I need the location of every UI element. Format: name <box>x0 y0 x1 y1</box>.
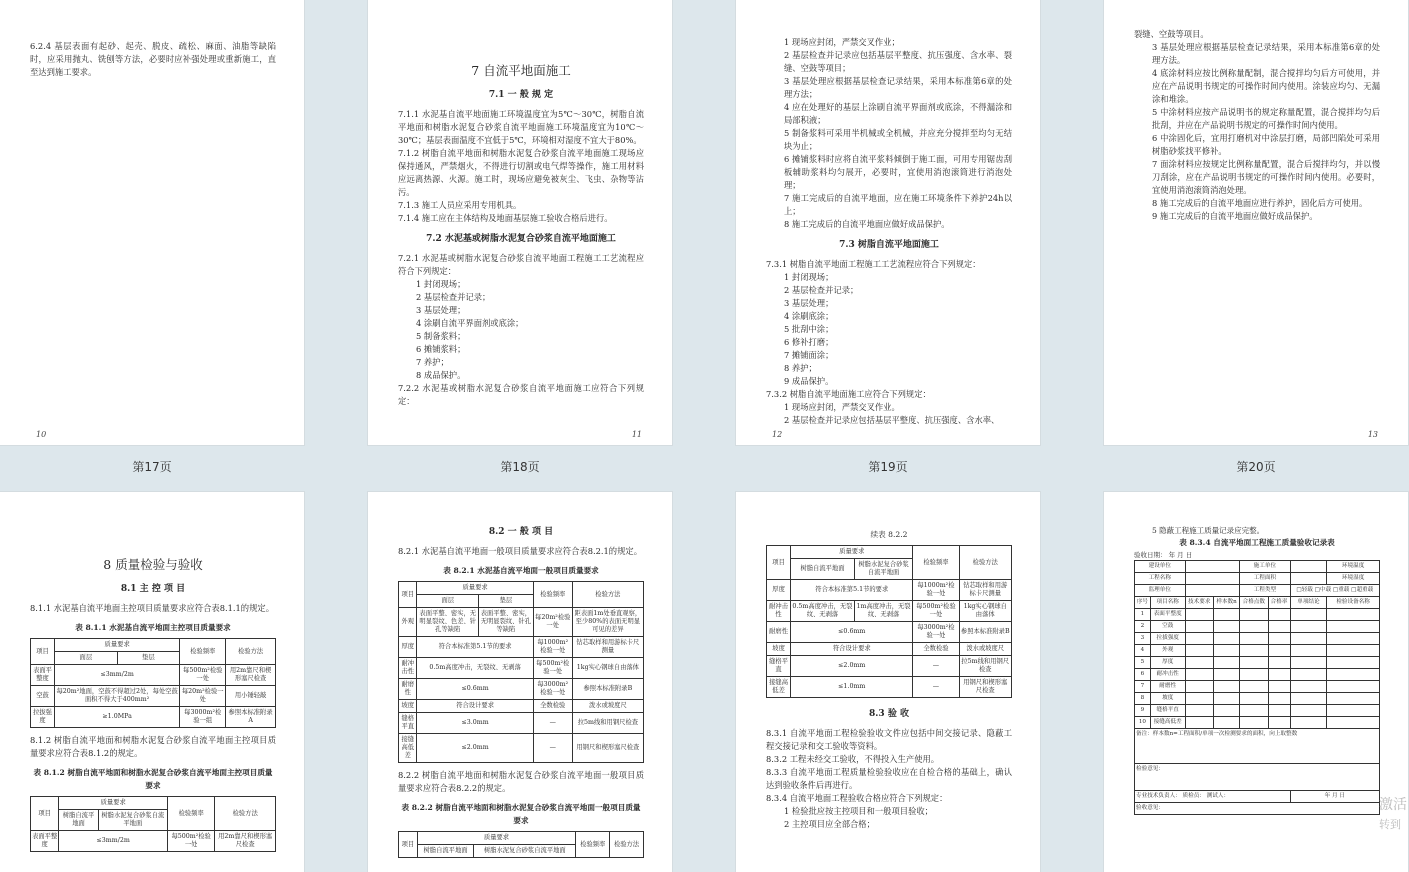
list-item: 7 养护； <box>416 357 449 367</box>
cell: 接缝高低差 <box>399 734 417 763</box>
cell: 工程名称 <box>1135 573 1186 585</box>
table-header: 检验方法 <box>572 582 643 608</box>
table-row <box>399 700 644 713</box>
table-header: 检验频率 <box>168 797 215 831</box>
acceptance-opinion: 验收意见： <box>1135 803 1380 815</box>
cell: 泼水或坡度尺 <box>572 700 643 713</box>
cell: 符合本标准第5.1节的要求 <box>791 580 913 601</box>
table-header: 项目 <box>767 546 791 580</box>
table-header: 样本数n <box>1213 597 1239 609</box>
cell: ≤3.0mm <box>417 713 533 734</box>
para: 8.3.3 自流平地面工程质量检验验收应在自检合格的基础上，确认达到验收条件后再进行。 <box>766 767 1012 790</box>
table-row <box>31 707 276 728</box>
chapter-title: 8 质量检验与验收 <box>103 557 203 572</box>
cell: 拉拔强度 <box>31 707 55 728</box>
table-header: 质量要求 <box>55 639 180 652</box>
cell: 缝格平直 <box>1150 705 1185 717</box>
cell: 环境湿度 <box>1327 573 1380 585</box>
table-header: 检验频率 <box>180 639 226 665</box>
cell: 用2m靠尺和楔形塞尺检查 <box>215 831 276 852</box>
table-header: 树脂水泥复合砂浆自流平地面 <box>98 810 167 831</box>
cell: 1kg实心钢球自由落体 <box>572 658 643 679</box>
table-header: 质量要求 <box>417 832 576 845</box>
table-header: 项目 <box>399 832 418 858</box>
table-header: 检验方法 <box>226 639 276 665</box>
table-header: 树脂自流平地面 <box>417 845 474 858</box>
table-header: 单项结论 <box>1290 597 1327 609</box>
table-row: 8 坡度 <box>1135 693 1380 705</box>
document-page-21[interactable] <box>0 492 304 872</box>
para: 7.3.2 树脂自流平地面施工应符合下列规定： <box>766 389 931 399</box>
table-row: 5 厚度 <box>1135 657 1380 669</box>
list-item: 8 施工完成后的自流平地面应做好成品保护。 <box>784 219 950 229</box>
table-row <box>399 713 644 734</box>
table-header: 技术要求 <box>1185 597 1213 609</box>
section-heading: 7.3 树脂自流平地面施工 <box>839 240 939 250</box>
para: 7.1.4 施工应在主体结构及地面基层施工验收合格后进行。 <box>398 213 613 223</box>
cell: 坡度 <box>1150 693 1185 705</box>
cell: 每1000m²检验一处 <box>533 637 572 658</box>
section-heading: 7.2 水泥基或树脂水泥复合砂浆自流平地面施工 <box>426 234 616 244</box>
cell: 每500m²检验一处 <box>913 601 959 622</box>
activation-watermark <box>1379 795 1409 835</box>
table-row: 2 空鼓 <box>1135 621 1380 633</box>
cell: 空鼓 <box>1150 621 1185 633</box>
list-item: 1 封闭现场； <box>784 272 834 282</box>
table-header: 项目 <box>399 582 417 608</box>
table-header: 项目 <box>31 639 55 665</box>
section-heading: 8.2 一 般 项 目 <box>488 527 554 537</box>
table-row <box>767 580 1012 601</box>
list-item: 6 摊铺浆料时应将自流平浆料倾倒于施工面，可用专用锯齿刮板辅助浆料均匀展开，必要时，宜使用消泡滚筒进行消泡处理； <box>784 154 1012 190</box>
list-item: 5 制备浆料可采用半机械或全机械，并应充分搅拌至均匀无结块为止； <box>784 128 1012 151</box>
cell: 表面平整度 <box>31 665 55 686</box>
table-8-2-1 <box>398 581 644 763</box>
list-item: 8 成品保护。 <box>416 370 466 380</box>
list-item: 6 修补打磨； <box>784 337 834 347</box>
document-page-24[interactable] <box>1104 492 1408 872</box>
table-header: 面层 <box>55 652 118 665</box>
table-header: 合格率 <box>1268 597 1290 609</box>
table-header: 质量要求 <box>417 582 533 595</box>
cell: ≤3mm/2m <box>59 831 168 852</box>
table-header: 检验设备名称 <box>1327 597 1380 609</box>
cell: 每500m²检验一处 <box>180 665 226 686</box>
cell: — <box>913 677 959 698</box>
cell: 空鼓 <box>31 686 55 707</box>
list-item: 4 涂刷底涂； <box>784 311 834 321</box>
cell: 全数检验 <box>533 700 572 713</box>
list-item: 5 制备浆料； <box>416 331 466 341</box>
table-row <box>31 665 276 686</box>
table-header: 质量要求 <box>791 546 913 559</box>
chapter-title: 7 自流平地面施工 <box>471 63 571 78</box>
list-item: 1 现场应封闭，严禁交叉作业； <box>784 37 900 47</box>
list-item: 4 底涂材料应按比例称量配制，混合搅拌均匀后方可使用，并应在产品说明书规定的可操作时间内使用。涂装应均匀、无漏涂和堆涂。 <box>1152 68 1380 104</box>
list-item: 5 隐蔽工程施工质量记录应完整。 <box>1152 526 1265 535</box>
cell: 拉拔强度 <box>1150 633 1185 645</box>
table-row <box>31 831 276 852</box>
table-header: 合格点数 <box>1240 597 1268 609</box>
table-header: 树脂水泥复合砂浆自流平地面 <box>474 845 576 858</box>
table-row <box>31 686 276 707</box>
cell: 0.5m高度冲击，无裂纹、无剥落 <box>417 658 533 679</box>
cell: 耐磨性 <box>399 679 417 700</box>
list-item: 2 基层检查并记录应包括基层平整度、抗压强度、含水率、裂缝、空鼓等项目； <box>784 50 1012 73</box>
table-header: 质量要求 <box>59 797 168 810</box>
cell: 0.5m高度冲击，无裂纹、无剥落 <box>791 601 855 622</box>
table-header: 检验频率 <box>533 582 572 608</box>
cell: 每20m²检验一处 <box>180 686 226 707</box>
table-header: 树脂自流平地面 <box>59 810 98 831</box>
table-row <box>399 734 644 763</box>
cell: 符合本标准第5.1节的要求 <box>417 637 533 658</box>
document-page-18[interactable] <box>368 0 672 445</box>
list-item: 5 中涂材料应按产品说明书的规定称量配置，混合搅拌均匀后批刮，并应在产品说明书规定的可操作时间内使用。 <box>1152 107 1380 130</box>
list-item: 5 批刮中涂； <box>784 324 834 334</box>
para: 8.3.1 自流平地面工程检验验收文件应包括中间交接记录、隐蔽工程交接记录和交工验收等资料。 <box>766 728 1012 751</box>
list-item: 7 摊铺面涂； <box>784 350 834 360</box>
cell: 参照本标准附录B <box>959 622 1012 643</box>
list-item: 9 施工完成后的自流平地面应做好成品保护。 <box>1152 211 1318 221</box>
cell: 1m高度冲击，无裂纹、无剥落 <box>854 601 913 622</box>
cell: 外观 <box>1150 645 1185 657</box>
cell: 1kg实心钢球自由落体 <box>959 601 1012 622</box>
cell: 建设单位 <box>1135 561 1186 573</box>
cell: ≥1.0MPa <box>55 707 180 728</box>
list-item: 3 基层处理应根据基层检查记录结果，采用本标准第6章的处理方法。 <box>1152 42 1380 65</box>
page-number: 11 <box>631 430 642 439</box>
table-row <box>767 643 1012 656</box>
cell: 坡度 <box>399 700 417 713</box>
cell: 表面平整、密实，无明显裂纹、针孔等缺陷 <box>479 608 534 637</box>
section-heading: 8.1 主 控 项 目 <box>120 584 186 594</box>
list-item: 7 施工完成后的自流平地面，应在施工环境条件下养护24h以上； <box>784 193 1012 216</box>
table-header: 检验频率 <box>913 546 959 580</box>
cell: 拉5m线和用钢尺检查 <box>572 713 643 734</box>
table-row <box>399 637 644 658</box>
list-item: 8 养护； <box>784 363 817 373</box>
table-row: 3 拉拔强度 <box>1135 633 1380 645</box>
document-page-22[interactable] <box>368 492 672 872</box>
cell: 环境温度 <box>1327 561 1380 573</box>
table-header: 检验方法 <box>959 546 1012 580</box>
list-item: 裂缝、空鼓等项目。 <box>1134 29 1209 39</box>
table-row: 10 接缝高低差 <box>1135 717 1380 729</box>
cell: 坡度 <box>767 643 791 656</box>
table-header: 垫层 <box>117 652 180 665</box>
watermark-line: 转到 <box>1379 818 1401 831</box>
cell: 泼水或坡度尺 <box>959 643 1012 656</box>
document-page-23[interactable] <box>736 492 1040 872</box>
cell: 用钢尺和楔形塞尺检查 <box>572 734 643 763</box>
table-row: 7 耐磨性 <box>1135 681 1380 693</box>
cell: 接缝高低差 <box>767 677 791 698</box>
cell: 钻芯取样和用游标卡尺测量 <box>572 637 643 658</box>
table-header: 检验方法 <box>215 797 276 831</box>
sign-date: 年 月 日 <box>1290 791 1379 803</box>
cell: 工程类型 <box>1240 585 1291 597</box>
cell: 厚度 <box>399 637 417 658</box>
cell: 符合设计要求 <box>791 643 913 656</box>
table-row <box>399 608 644 637</box>
cell: □轻载 □中载 □重载 □超重载 <box>1290 585 1379 597</box>
list-item: 7 面涂材料应按规定比例称量配置，混合后搅拌均匀，并以慢刀刮涂，应在产品说明书规定的可操作时间内使用。必要时，宜使用消泡滚筒消泡处理。 <box>1152 159 1380 195</box>
table-row: 9 缝格平直 <box>1135 705 1380 717</box>
list-item: 2 基层检查并记录； <box>416 292 491 302</box>
list-item: 3 基层处理； <box>416 305 466 315</box>
table-8-1-2 <box>30 796 276 852</box>
table-header: 面层 <box>417 595 479 608</box>
cell: 耐冲击性 <box>399 658 417 679</box>
cell: 接缝高低差 <box>1150 717 1185 729</box>
list-item: 4 涂刷自流平界面剂或底涂； <box>416 318 524 328</box>
para: 8.3.2 工程未经交工验收，不得投入生产使用。 <box>766 754 940 764</box>
table-caption: 表 8.1.1 水泥基自流平地面主控项目质量要求 <box>75 623 231 632</box>
cell: ≤1.0mm <box>791 677 913 698</box>
section-heading: 7.1 一 般 规 定 <box>488 90 554 100</box>
cell: — <box>913 656 959 677</box>
signatures: 专业技术负责人： 质检员： 测试人： <box>1135 791 1291 803</box>
cell: 每1000m²检验一处 <box>913 580 959 601</box>
cell: 每3000m²检验一处 <box>913 622 959 643</box>
list-item: 4 应在处理好的基层上涂刷自流平界面剂或底涂，不得漏涂和局部积液； <box>784 102 1012 125</box>
cell: 缝格平直 <box>767 656 791 677</box>
cell: 厚度 <box>1150 657 1185 669</box>
cell: 全数检验 <box>913 643 959 656</box>
cell: ≤0.6mm <box>417 679 533 700</box>
table-row <box>767 601 1012 622</box>
cell: 厚度 <box>767 580 791 601</box>
cell: 表面平整度 <box>31 831 59 852</box>
list-item: 8 施工完成后的自流平地面应进行养护，固化后方可使用。 <box>1152 198 1368 208</box>
cell: ≤2.0mm <box>417 734 533 763</box>
table-header: 项目名称 <box>1150 597 1185 609</box>
table-header: 树脂水泥复合砂浆自流平地面 <box>854 559 913 580</box>
inspection-opinion: 检验意见： <box>1135 764 1380 791</box>
cell: 外观 <box>399 608 417 637</box>
list-item: 2 基层检查并记录应包括基层平整度、抗压强度、含水率、 <box>784 415 1000 425</box>
table-row: 4 外观 <box>1135 645 1380 657</box>
table-header: 检验方法 <box>610 832 644 858</box>
cell: ≤2.0mm <box>791 656 913 677</box>
table-8-2-2-continued <box>766 545 1012 698</box>
para: 8.3.4 自流平地面工程验收合格应符合下列规定： <box>766 793 948 803</box>
cell: 距表面1m处垂直观察，至少80%的表面无明显可见的差异 <box>572 608 643 637</box>
cell: 拉5m线和用钢尺检查 <box>959 656 1012 677</box>
list-item: 3 基层处理； <box>784 298 834 308</box>
para: 8.2.1 水泥基自流平地面一般项目质量要求应符合表8.2.1的规定。 <box>398 546 642 556</box>
table-row: 6 耐冲击性 <box>1135 669 1380 681</box>
cell: — <box>533 713 572 734</box>
cell: 每500m²检验一处 <box>168 831 215 852</box>
cell: 用2m靠尺和楔形塞尺检查 <box>226 665 276 686</box>
para: 8.1.2 树脂自流平地面和树脂水泥复合砂浆自流平地面主控项目质量要求应符合表8.1.2的规定。 <box>30 735 276 758</box>
para: 7.3.1 树脂自流平地面工程施工工艺流程应符合下列规定： <box>766 259 981 269</box>
page-label-19[interactable]: 第19页 <box>868 460 908 474</box>
document-page-17[interactable] <box>0 0 304 445</box>
list-item: 2 基层检查并记录； <box>784 285 859 295</box>
table-caption: 续表 8.2.2 <box>870 530 908 539</box>
table-caption: 表 8.2.2 树脂自流平地面和树脂水泥复合砂浆自流平地面一般项目质量要求 <box>401 803 641 825</box>
para: 7.1.3 施工人员应采用专用机具。 <box>398 200 522 210</box>
note: 备注：样本数n=工程面积/单项一次检测要求的面积，向上取整数 <box>1135 729 1380 764</box>
cell: 钻芯取样和用游标卡尺测量 <box>959 580 1012 601</box>
cell: 参照本标准附录A <box>226 707 276 728</box>
table-row <box>767 677 1012 698</box>
list-item: 9 成品保护。 <box>784 376 834 386</box>
para: 7.1.1 水泥基自流平地面施工环境温度宜为5℃～30℃，树脂自流平地面和树脂水泥复合砂浆自流平地面施工环境温度宜为10℃～30℃；基层表面温度不宜低于5℃，环境相对湿度不宜大于80%。 <box>398 109 644 145</box>
cell: 工程面积 <box>1240 573 1291 585</box>
page-label-18[interactable]: 第18页 <box>500 460 540 474</box>
page-number: 10 <box>36 430 47 439</box>
page-number: 13 <box>1367 430 1378 439</box>
table-8-1-1 <box>30 638 276 728</box>
acceptance-record-table <box>1134 560 1380 815</box>
table-header: 检验频率 <box>576 832 610 858</box>
cell: 用小锤轻敲 <box>226 686 276 707</box>
list-item: 6 中涂固化后，宜用打磨机对中涂层打磨，局部凹陷处可采用树脂砂浆找平修补。 <box>1152 133 1380 156</box>
section-heading: 8.3 验 收 <box>869 709 909 719</box>
table-row: 1 表面平整度 <box>1135 609 1380 621</box>
list-item: 1 封闭现场； <box>416 279 466 289</box>
para: 7.2.2 水泥基或树脂水泥复合砂浆自流平地面施工应符合下列规定： <box>398 383 644 406</box>
table-header: 垫层 <box>479 595 534 608</box>
cell: ≤0.6mm <box>791 622 913 643</box>
table-caption: 表 8.3.4 自流平地面工程施工质量验收记录表 <box>1179 538 1335 547</box>
cell: 耐磨性 <box>767 622 791 643</box>
table-header: 项目 <box>31 797 59 831</box>
list-item: 3 基层处理应根据基层检查记录结果，采用本标准第6章的处理方法； <box>784 76 1012 99</box>
cell: 每20m²检验一处 <box>533 608 572 637</box>
para: 8.2.2 树脂自流平地面和树脂水泥复合砂浆自流平地面一般项目质量要求应符合表8.2.2的规定。 <box>398 770 644 793</box>
list-item: 1 现场应封闭，严禁交叉作业。 <box>784 402 900 412</box>
list-item: 2 主控项目应全部合格； <box>784 819 875 829</box>
acceptance-date: 验收日期： 年 月 日 <box>1134 551 1193 559</box>
para: 7.1.2 树脂自流平地面和树脂水泥复合砂浆自流平地面施工现场应保持通风，严禁烟火，不得进行切割或电气焊等操作，施工用材料应远离热源、火源。施工时，现场应避免被灰尘、飞虫、杂物等沾污。 <box>398 148 644 197</box>
cell: 缝格平直 <box>399 713 417 734</box>
cell: ≤3mm/2m <box>55 665 180 686</box>
para: 8.1.1 水泥基自流平地面主控项目质量要求应符合表8.1.1的规定。 <box>30 603 274 613</box>
table-caption: 表 8.1.2 树脂自流平地面和树脂水泥复合砂浆自流平地面主控项目质量要求 <box>33 768 273 790</box>
watermark-line: 激活 <box>1379 797 1407 813</box>
cell: 耐冲击性 <box>1150 669 1185 681</box>
cell: 符合设计要求 <box>417 700 533 713</box>
cell: 耐磨性 <box>1150 681 1185 693</box>
page-label-17[interactable]: 第17页 <box>132 460 172 474</box>
cell: 每500m²检验一处 <box>533 658 572 679</box>
table-caption: 表 8.2.1 水泥基自流平地面一般项目质量要求 <box>443 566 599 575</box>
para: 7.2.1 水泥基或树脂水泥复合砂浆自流平地面工程施工工艺流程应符合下列规定： <box>398 253 644 276</box>
table-row <box>767 656 1012 677</box>
section-6-2-4: 6.2.4 基层表面有起砂、起壳、脱皮、疏松、麻面、油脂等缺陷时，应采用抛丸、铣刨等方法，必要时应补强处理或重新施工，直至达到施工要求。 <box>30 41 276 77</box>
table-header: 树脂自流平地面 <box>791 559 855 580</box>
cell: 监理单位 <box>1135 585 1186 597</box>
list-item: 1 检验批应按主控项目和一般项目验收； <box>784 806 933 816</box>
cell: — <box>533 734 572 763</box>
cell: 表面平整、密实，无明显裂纹、色差、针孔等缺陷 <box>417 608 479 637</box>
cell: 每20m²地面，空鼓不得超过2处，每处空鼓面积不得大于400mm² <box>55 686 180 707</box>
cell: 参照本标准附录B <box>572 679 643 700</box>
table-row <box>767 622 1012 643</box>
cell: 施工单位 <box>1240 561 1291 573</box>
page-number: 12 <box>772 430 783 439</box>
cell: 每3000m²检验一处 <box>533 679 572 700</box>
cell: 表面平整度 <box>1150 609 1185 621</box>
cell: 用钢尺和楔形塞尺检查 <box>959 677 1012 698</box>
cell: 每3000m²检验一组 <box>180 707 226 728</box>
page-label-20[interactable]: 第20页 <box>1236 460 1276 474</box>
table-row <box>399 658 644 679</box>
cell: 耐冲击性 <box>767 601 791 622</box>
table-header: 序号 <box>1135 597 1151 609</box>
table-row <box>399 679 644 700</box>
list-item: 6 摊铺浆料； <box>416 344 466 354</box>
table-8-2-2 <box>398 831 644 858</box>
document-page-19[interactable] <box>736 0 1040 445</box>
document-page-20[interactable] <box>1104 0 1408 445</box>
